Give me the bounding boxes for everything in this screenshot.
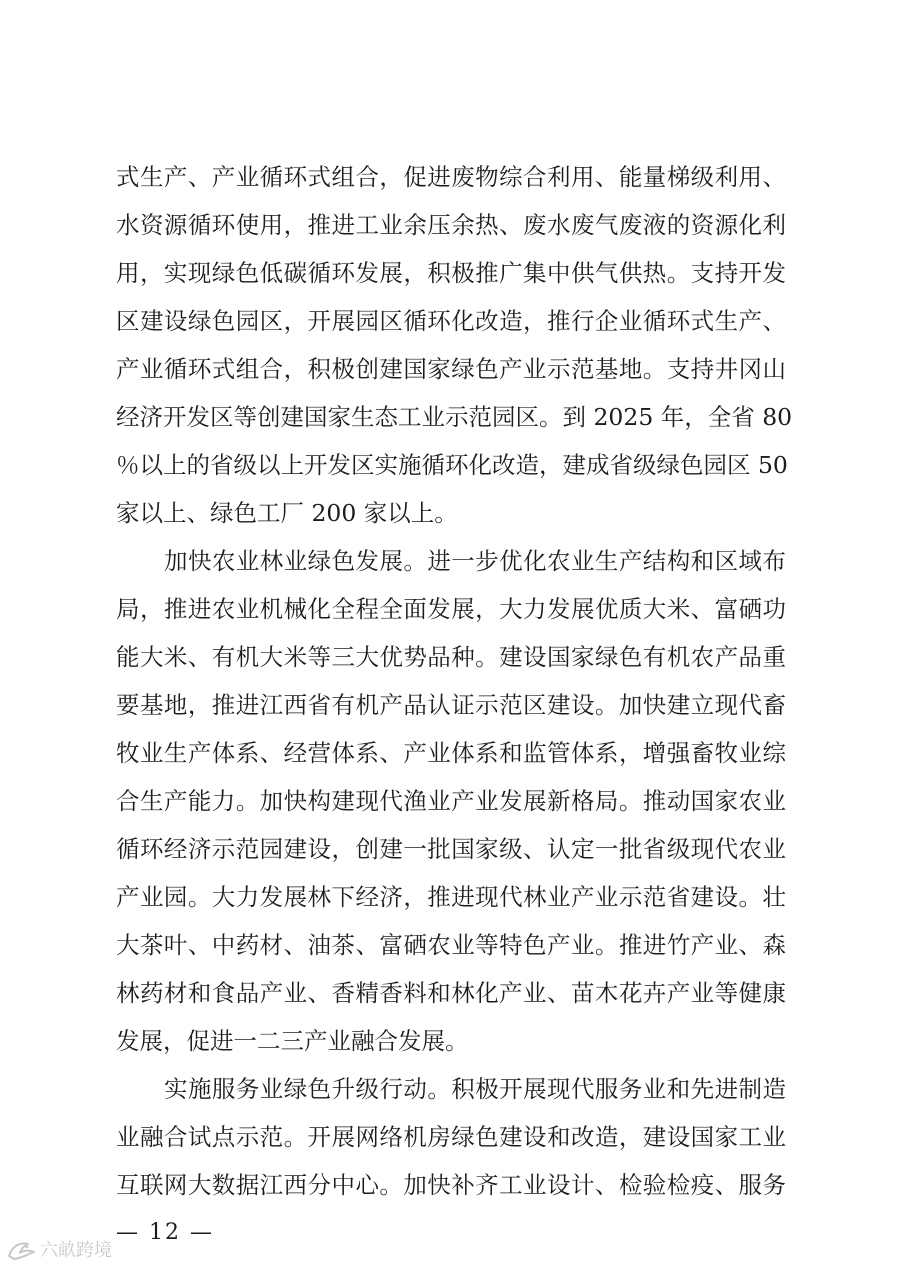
text-line: 能大米、有机大米等三大优势品种。建设国家绿色有机农产品重 <box>116 643 786 671</box>
text-line: 循环经济示范园建设，创建一批国家级、认定一批省级现代农业 <box>116 835 786 863</box>
paragraph-heading-line: 加快农业林业绿色发展。进一步优化农业生产结构和区域布 <box>164 547 786 575</box>
text-line: 局，推进农业机械化全程全面发展，大力发展优质大米、富硒功 <box>116 595 786 623</box>
text-line: 用，实现绿色低碳循环发展，积极推广集中供气供热。支持开发 <box>116 259 786 287</box>
paragraph-heading-line: 实施服务业绿色升级行动。积极开展现代服务业和先进制造 <box>164 1075 786 1103</box>
text-line: 区建设绿色园区，开展园区循环化改造，推行企业循环式生产、 <box>116 307 786 335</box>
text-line: 产业循环式组合，积极创建国家绿色产业示范基地。支持井冈山 <box>116 355 786 383</box>
text-line: 大茶叶、中药材、油茶、富硒农业等特色产业。推进竹产业、森 <box>116 931 786 959</box>
text-line: 牧业生产体系、经营体系、产业体系和监管体系，增强畜牧业综 <box>116 739 786 767</box>
text-line: 业融合试点示范。开展网络机房绿色建设和改造，建设国家工业 <box>116 1123 786 1151</box>
watermark <box>6 1238 112 1264</box>
text-line: ％以上的省级以上开发区实施循环化改造，建成省级绿色园区 50 <box>116 451 788 479</box>
text-line: 林药材和食品产业、香精香料和林化产业、苗木花卉产业等健康 <box>116 979 786 1007</box>
text-line: 水资源循环使用，推进工业余压余热、废水废气废液的资源化利 <box>116 211 786 239</box>
page-number: — 12 — <box>116 1220 214 1245</box>
text-line: 发展，促进一二三产业融合发展。 <box>116 1027 469 1055</box>
text-line: 经济开发区等创建国家生态工业示范园区。到 2025 年，全省 80 <box>116 403 793 431</box>
text-line: 式生产、产业循环式组合，促进废物综合利用、能量梯级利用、 <box>116 163 786 191</box>
text-line: 家以上、绿色工厂 200 家以上。 <box>116 499 458 527</box>
bird-logo-icon <box>6 1238 36 1264</box>
watermark-text: 六畝跨境 <box>40 1240 112 1261</box>
text-line: 产业园。大力发展林下经济，推进现代林业产业示范省建设。壮 <box>116 883 786 911</box>
text-line: 合生产能力。加快构建现代渔业产业发展新格局。推动国家农业 <box>116 787 786 815</box>
text-line: 要基地，推进江西省有机产品认证示范区建设。加快建立现代畜 <box>116 691 786 719</box>
text-line: 互联网大数据江西分中心。加快补齐工业设计、检验检疫、服务 <box>116 1171 786 1199</box>
